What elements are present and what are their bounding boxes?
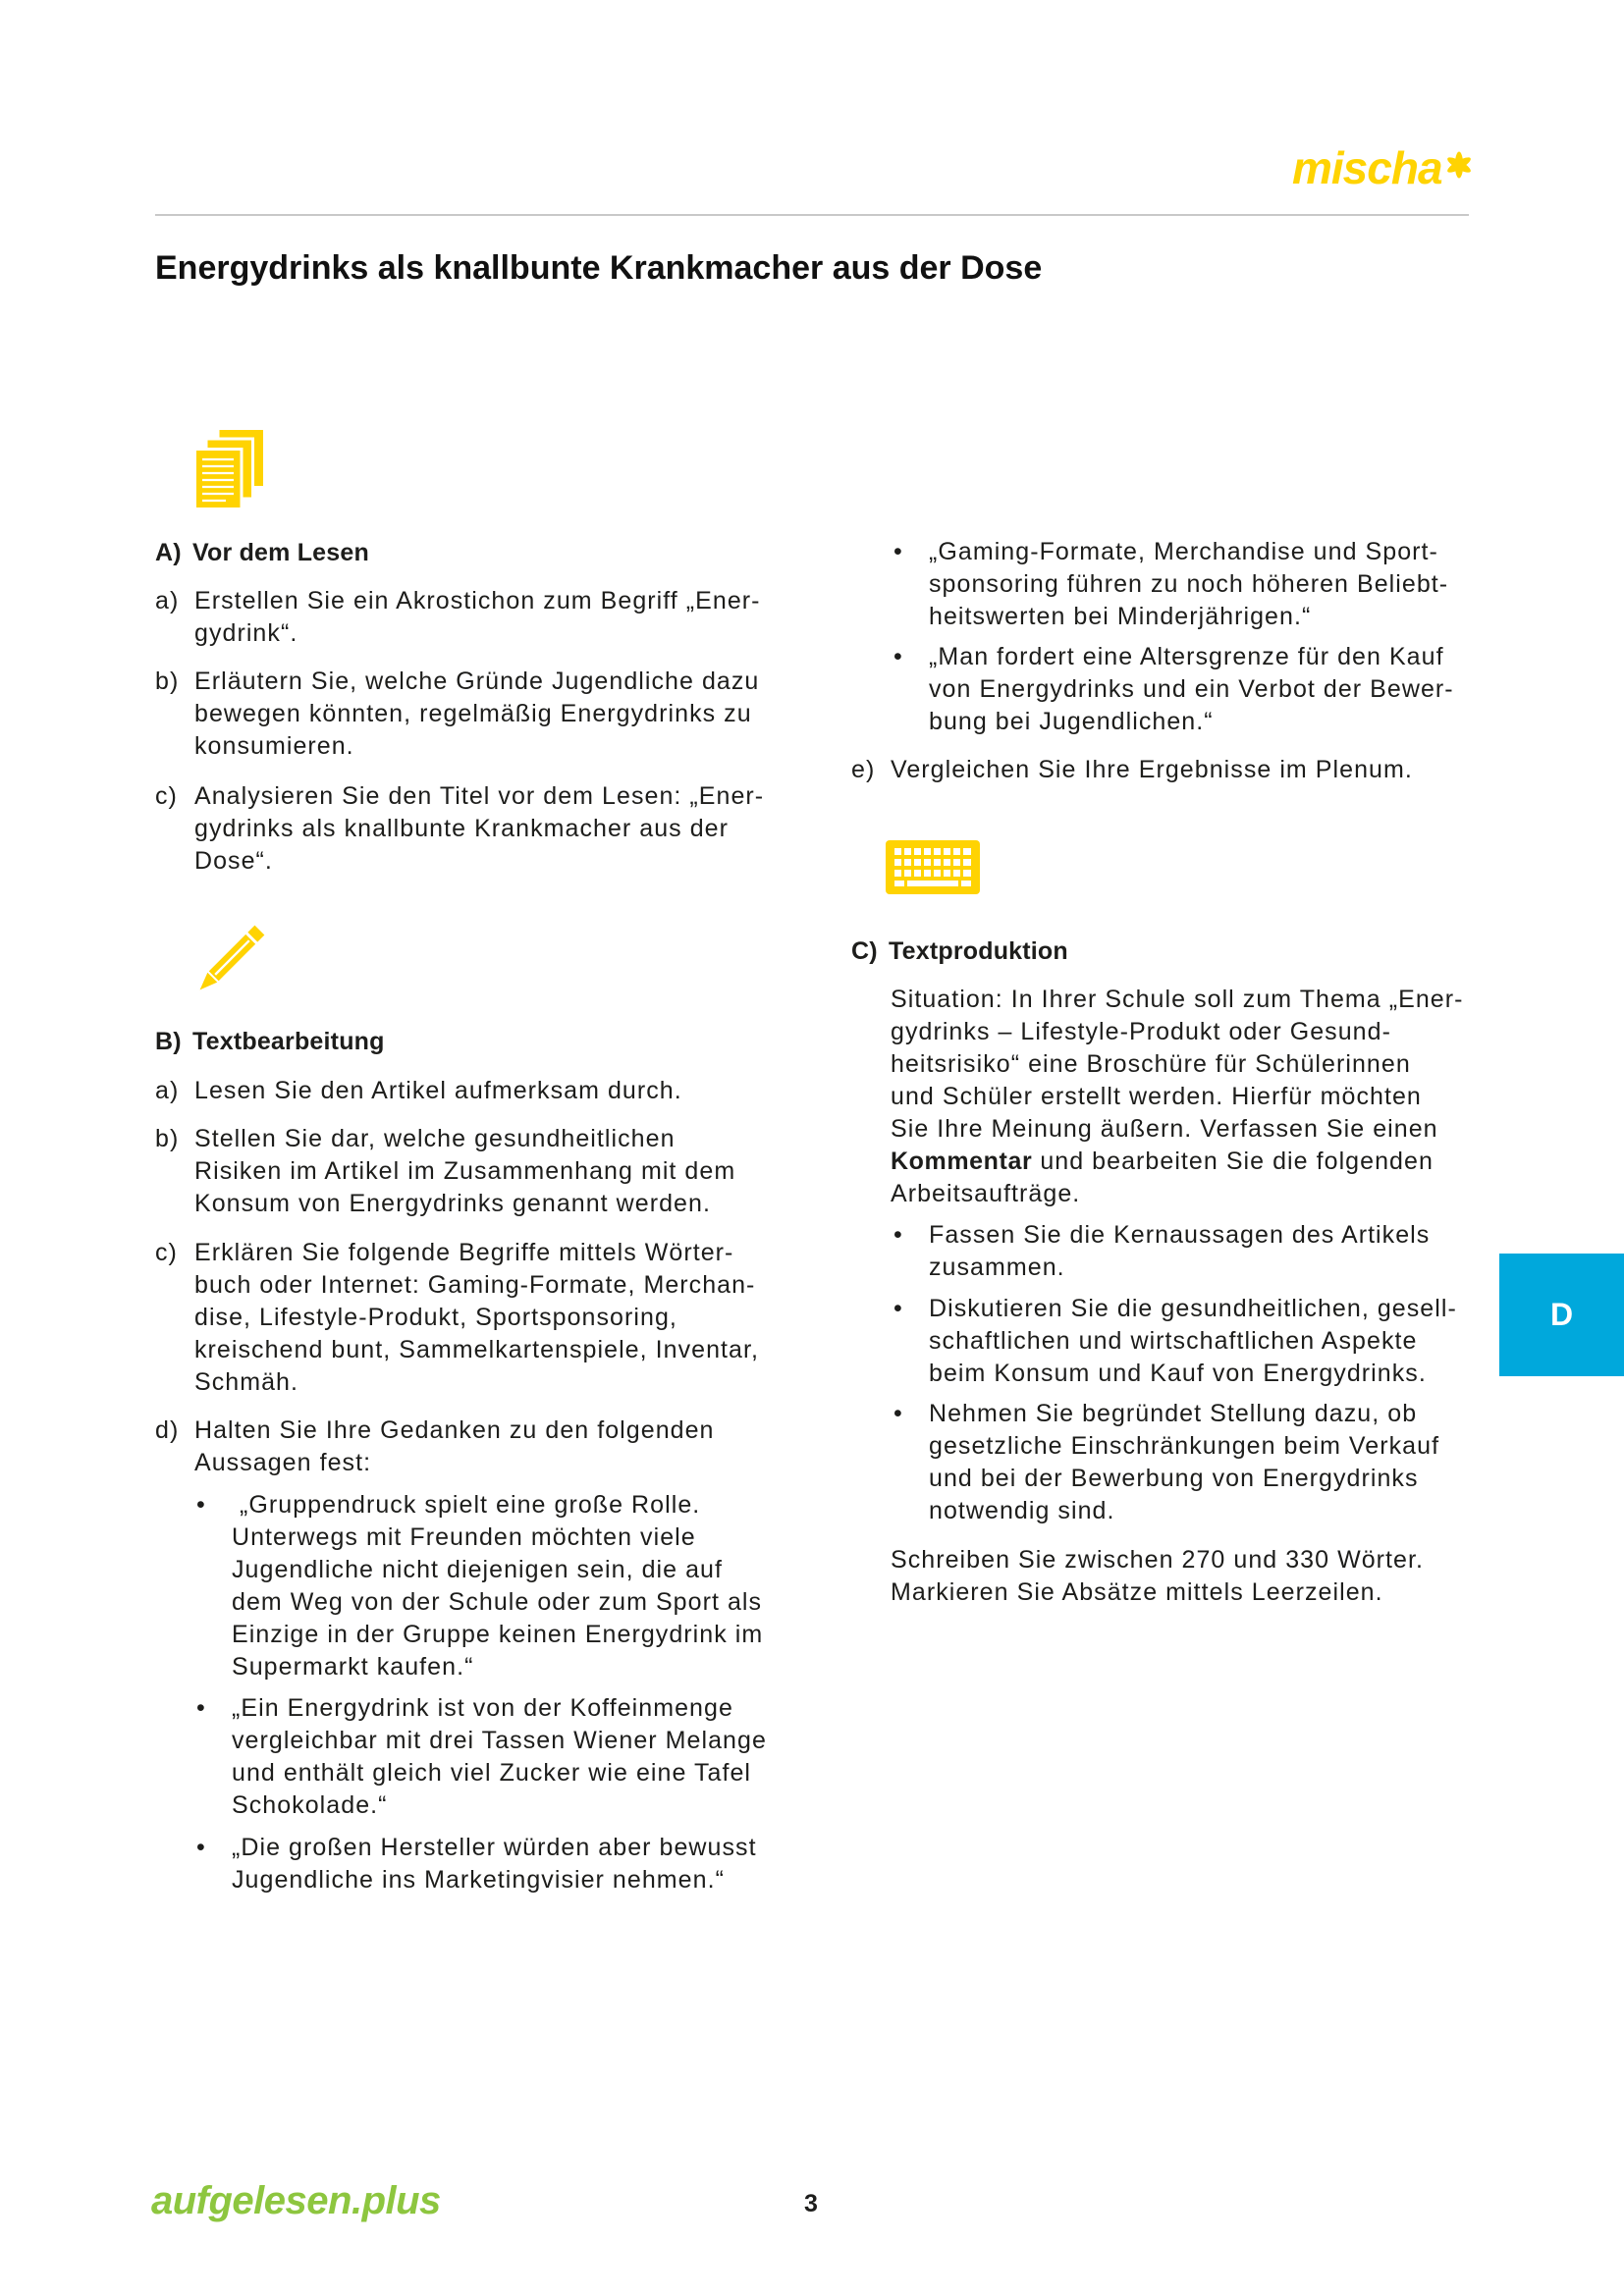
task-item-a-b: [155, 666, 759, 763]
section-b-label: B): [155, 1028, 182, 1055]
task-text: Erklären Sie folgende Begriffe mittels Wörter- buch oder Internet: Gaming-Formate, Merchan- dise, Lifestyle-Produkt, Sportsponsoring, kreischend bunt, Sammelkartenspiele, Inventar, Schmäh.: [194, 1239, 759, 1396]
task-text: Vergleichen Sie Ihre Ergebnisse im Plenum.: [891, 756, 1413, 783]
bullet-dot: •: [893, 1221, 903, 1249]
task-label: a): [155, 1077, 180, 1104]
flower-icon: [1444, 150, 1474, 180]
closing-instruction: Schreiben Sie zwischen 270 und 330 Wörter. Markieren Sie Absätze mittels Leerzeilen.: [891, 1546, 1425, 1606]
mischa-logo-text: mischa: [1292, 142, 1442, 193]
task-label: b): [155, 1125, 180, 1152]
task-label: b): [155, 667, 180, 695]
section-a-label: A): [155, 539, 182, 566]
task-item-a-a: [155, 585, 761, 650]
situation-text-end: und bearbeiten Sie die folgenden Arbeitsaufträge.: [891, 1148, 1434, 1207]
bullet-dot: •: [196, 1834, 206, 1861]
quote-bullet: [893, 641, 1454, 738]
keyboard-icon: [886, 840, 980, 894]
task-text: Erläutern Sie, welche Gründe Jugendliche dazu bewegen könnten, regelmäßig Energydrinks zu konsumieren.: [194, 667, 760, 760]
section-c-heading: [851, 935, 1068, 968]
situation-text: Situation: In Ihrer Schule soll zum Thema „Ener- gydrinks – Lifestyle-Produkt oder Gesund- heitsrisiko“ eine Broschüre für Schülerinnen und Schüler erstellt werden. Hierfür möchten Sie Ihre Meinung äußern. Verfassen Sie einen: [891, 986, 1464, 1143]
bullet-dot: •: [893, 1400, 903, 1427]
task-label: d): [155, 1416, 180, 1444]
section-b-title: Textbearbeitung: [192, 1028, 385, 1055]
pencil-icon: [193, 924, 266, 996]
task-text: Halten Sie Ihre Gedanken zu den folgenden Aussagen fest:: [194, 1416, 715, 1476]
task-text: Stellen Sie dar, welche gesundheitlichen Risiken im Artikel im Zusammenhang mit dem Konsum von Energydrinks genannt werden.: [194, 1125, 736, 1217]
task-bullet-text: Fassen Sie die Kernaussagen des Artikels zusammen.: [929, 1221, 1431, 1281]
mischa-logo: [1292, 137, 1474, 198]
task-bullet: [893, 1293, 1457, 1390]
task-label: a): [155, 587, 180, 614]
quote-bullet: [196, 1832, 757, 1896]
chapter-tab: [1499, 1254, 1624, 1376]
task-bullet: [893, 1398, 1439, 1527]
task-label: e): [851, 756, 876, 783]
task-text: Lesen Sie den Artikel aufmerksam durch.: [194, 1077, 682, 1104]
header-divider: [155, 214, 1469, 216]
task-item-b-b: [155, 1123, 735, 1220]
task-item-b-c: [155, 1237, 759, 1399]
bullet-dot: •: [893, 538, 903, 565]
bullet-dot: •: [893, 1295, 903, 1322]
bullet-dot: •: [196, 1694, 206, 1722]
task-text: Erstellen Sie ein Akrostichon zum Begriff „Ener- gydrink“.: [194, 587, 761, 647]
quote-text: „Man fordert eine Altersgrenze für den Kauf von Energydrinks und ein Verbot der Bewer- bung bei Jugendlichen.“: [929, 643, 1454, 735]
bullet-dot: •: [196, 1491, 206, 1519]
section-c-label: C): [851, 937, 878, 965]
section-a-title: Vor dem Lesen: [192, 539, 369, 566]
quote-bullet: [893, 536, 1448, 633]
task-item-b-d: [155, 1415, 715, 1479]
quote-text: „Gruppendruck spielt eine große Rolle. Unterwegs mit Freunden möchten viele Jugendliche nicht diejenigen sein, die auf dem Weg von der Schule oder zum Sport als Einzige in der Gruppe keinen Energydrink im Supermarkt kaufen.“: [232, 1491, 764, 1681]
quote-bullet: [196, 1489, 763, 1683]
documents-icon: [193, 427, 266, 510]
quote-bullet: [196, 1692, 767, 1822]
aufgelesen-plus-logo: aufgelesen.plus: [151, 2179, 441, 2222]
quote-text: „Ein Energydrink ist von der Koffeinmenge vergleichbar mit drei Tassen Wiener Melange und enthält gleich viel Zucker wie eine Tafel Schokolade.“: [232, 1694, 767, 1819]
bullet-dot: •: [893, 643, 903, 670]
task-label: c): [155, 1239, 178, 1266]
page-number: 3: [804, 2190, 818, 2217]
page-title: Energydrinks als knallbunte Krankmacher aus der Dose: [155, 249, 1043, 287]
task-item-b-e: [851, 754, 1413, 786]
situation-bold-term: Kommentar: [891, 1148, 1033, 1175]
section-a-heading: [155, 537, 369, 569]
task-item-a-c: [155, 780, 764, 878]
quote-text: „Die großen Hersteller würden aber bewusst Jugendliche ins Marketingvisier nehmen.“: [232, 1834, 757, 1894]
quote-text: „Gaming-Formate, Merchandise und Sport- sponsoring führen zu noch höheren Beliebt- heitswerten bei Minderjährigen.“: [929, 538, 1449, 630]
task-item-b-a: [155, 1075, 682, 1107]
task-bullet-text: Nehmen Sie begründet Stellung dazu, ob gesetzliche Einschränkungen beim Verkauf und bei der Bewerbung von Energydrinks notwendig sind.: [929, 1400, 1440, 1524]
section-c-title: Textproduktion: [889, 937, 1068, 965]
chapter-tab-letter: D: [1549, 1297, 1574, 1332]
task-label: c): [155, 782, 178, 810]
situation-paragraph: [891, 984, 1464, 1210]
section-b-heading: [155, 1026, 385, 1058]
task-bullet: [893, 1219, 1430, 1284]
task-text: Analysieren Sie den Titel vor dem Lesen: „Ener- gydrinks als knallbunte Krankmacher aus der Dose“.: [194, 782, 765, 875]
task-bullet-text: Diskutieren Sie die gesundheitlichen, gesell- schaftlichen und wirtschaftlichen Aspekte beim Konsum und Kauf von Energydrinks.: [929, 1295, 1457, 1387]
